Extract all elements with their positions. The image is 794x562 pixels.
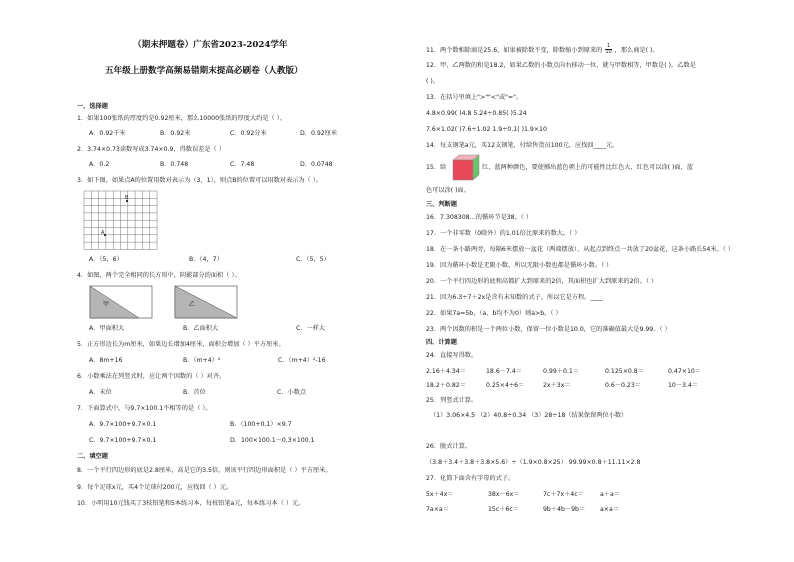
q24-r2-c2: 0.25×4÷6＝: [486, 382, 525, 389]
q1-option-a: A．0.92千米: [89, 130, 126, 137]
q7-option-c: C．9.7×100+9.7×0.1: [89, 437, 157, 444]
q13-row-1: 4.8×0.99( )4.8 5.24÷0.85( )5.24: [426, 110, 527, 117]
question-2: 2．3.74×0.73读数写成3.74×0.9，得数误差是（ ）: [77, 146, 225, 153]
q3-option-a: A．（5，6）: [89, 256, 123, 263]
section-choice: 一、选择题: [77, 103, 108, 110]
q27-r2-c2: 15c＋6c＝: [488, 506, 519, 513]
title-line-1: （期末押题卷）广东省2023-2024学年: [133, 40, 288, 50]
question-12: 12．甲、乙两数的和是18.2，如果乙数的小数点向右移动一位，就与甲数相等，甲数是( )，乙数是: [426, 62, 696, 69]
question-8: 8．一个平行四边形的底是2.8厘米，高是它的3.5倍，则该平行四边形面积是（ ）平方厘米。: [77, 467, 332, 474]
q4-option-a: A．甲面积大: [89, 325, 125, 332]
section-calc: 四、计算题: [426, 339, 457, 346]
section-fill: 二、填空题: [77, 453, 108, 460]
question-7: 7．下面算式中，与9.7×100.1不相等的是（ ）。: [77, 405, 212, 412]
question-4: 4．如图，两个完全相同的长方形中，阴影部分的面积（ ）。: [77, 272, 241, 279]
q13-row-2: 7.6×1.02( )7.6÷1.02 1.9÷0.1( )1.9×10: [426, 126, 547, 133]
q24-r2-c1: 18.2＋0.82＝: [426, 382, 466, 389]
point-a-label: A: [101, 230, 105, 236]
right-column: [400, 0, 794, 562]
q26-items: （3.8＋3.4＋3.8＋3.8×5.6）÷（1.9×0.8×25） 99.99×0.8＋11.11×2.8: [426, 459, 641, 466]
question-21: 21．因为6.3÷7＋2x是含有未知数的式子，所以它是方程。____: [426, 294, 603, 301]
question-14: 14．每支钢笔a元，买12支钢笔，付给售货员100元，应找回____元。: [426, 142, 619, 149]
q1-option-d: D．0.92厘米: [300, 130, 338, 137]
q27-r2-c3: 9b＋4b－9b＝: [543, 506, 586, 513]
question-5: 5．正方形边长为m厘米，如果边长增加4厘米，面积会增加（ ）平方厘米。: [77, 341, 285, 348]
question-13: 13．在括号里填上">""<"或"="。: [426, 94, 523, 101]
dice-cube-icon: [452, 154, 480, 182]
q27-r1-c2: 38x－6x＝: [488, 491, 520, 498]
q25-items: （1）3.06×4.5 （2）40.8÷0.34 （3）28÷18（结果保留两位小数）: [430, 412, 628, 419]
q11-numerator: 1: [606, 43, 611, 49]
q24-r1-c3: 0.99＋0.1＝: [543, 368, 579, 375]
q4-option-c: C．一样大: [296, 325, 326, 332]
question-15-start: 15．给: [426, 164, 447, 171]
q3-option-b: B．（4，7）: [189, 256, 223, 263]
question-25: 25．列竖式计算。: [426, 397, 478, 404]
question-16: 16．7.308308…的循环节是38。（ ）: [426, 214, 533, 221]
q27-r1-c4: a＋a＝: [600, 491, 620, 498]
question-15-text: 红、蓝两种颜色，要使掷出蓝色朝上的可能性比红色大，红色可以涂( )面，蓝: [482, 164, 693, 171]
title-line-2: 五年级上册数学高频易错期末提高必刷卷（人教版）: [105, 66, 303, 76]
question-6: 6．小数乘法在列竖式时，应让两个因数的（ ）对齐。: [77, 373, 226, 380]
q11-fraction: [605, 44, 611, 56]
q5-option-b: B．（m+4）²: [183, 357, 221, 364]
q24-r2-c4: 0.6－0.23＝: [605, 382, 641, 389]
q27-r1-c3: 7c＋7x＋4c＝: [543, 491, 584, 498]
question-19: 19．因为循环小数是无限小数，所以无限小数也都是循环小数。（ ）: [426, 262, 613, 269]
q27-r2-c4: a×a＝: [600, 506, 619, 513]
question-15-cont: 色可以涂( )面。: [426, 187, 470, 194]
q2-option-c: C．7.48: [230, 161, 255, 168]
q4-option-b: B．乙面积大: [183, 325, 219, 332]
q6-option-a: A．末位: [89, 389, 112, 396]
question-20: 20．一个平行四边形的底和高都扩大到原来的2倍，其面积也扩大到原来的2倍。（ ）: [426, 278, 658, 285]
q24-r1-c2: 18.6－7.4＝: [486, 368, 522, 375]
q1-option-c: C．0.92分米: [230, 130, 267, 137]
q7-option-b: B．（100+0.1）×9.7: [230, 421, 292, 428]
label-jia: 甲: [103, 301, 110, 308]
question-18: 18．在一条小路两旁，每隔6米摆放一盆花（两端摆放），从起点到终点一共放了20盆花，这条小路长54米。（ ）: [426, 246, 734, 253]
question-23: 23．两个因数的积是一个两位小数，保留一位小数是10.0，它的准确值最大是9.99。（ ）: [426, 326, 671, 333]
question-12-cont: ( )。: [426, 78, 439, 85]
q6-option-b: B．首位: [183, 389, 206, 396]
q24-r2-c5: 10－3.4＝: [668, 382, 699, 389]
label-yi: 乙: [189, 301, 196, 308]
q7-option-d: D．100×100.1－0.3×100.1: [230, 437, 315, 444]
q24-r1-c1: 2.16＋4.34＝: [426, 368, 466, 375]
q2-option-a: A．0.2: [89, 161, 110, 168]
q3-option-c: C．（5，5）: [296, 256, 330, 263]
q5-option-c: C．（m+4）²-16: [278, 357, 326, 364]
q11-denominator: 10: [605, 49, 612, 56]
question-24: 24．直接写得数。: [426, 352, 478, 359]
question-26: 26．脱式计算。: [426, 443, 471, 450]
q11-text: 11．两个数相除商是25.6，如果被除数不变，除数缩小到原来的: [426, 46, 603, 54]
question-9: 9．每个足球x元，买4个足球付200元，应找回（ ）元。: [77, 484, 233, 491]
q24-r2-c3: 2x＋3x＝: [543, 382, 571, 389]
q11-text-end: ，那么商是( )。: [614, 46, 659, 54]
point-b-label: B: [125, 195, 129, 201]
q24-r1-c5: 0.47×10＝: [668, 368, 702, 375]
q5-option-a: A．8m+16: [89, 357, 123, 364]
question-11: [426, 44, 659, 56]
q24-r1-c4: 0.125×0.8＝: [605, 368, 644, 375]
question-1: 1．如果100张纸的厚度约是0.92厘米，那么10000张纸的厚度大约是（ ）。: [77, 115, 286, 122]
q1-option-b: B．0.92米: [160, 130, 191, 137]
question-10: 10．小明用10元钱买了3枝铅笔和5本练习本，每枝铅笔a元，每本练习本（ ）元。: [77, 500, 305, 507]
rectangles-figure: [89, 285, 239, 319]
q2-option-b: B．0.748: [160, 161, 189, 168]
question-22: 22．如果7a=5b，（a、b均不为0）则a>b。（ ）: [426, 310, 562, 317]
q27-r1-c1: 5x＋4x＝: [426, 491, 454, 498]
q7-option-a: A．9.7×100+9.7×0.1: [89, 421, 157, 428]
question-3: 3．如下图，如果点A的位置用数对表示为（3，1），则点B的位置可以用数对表示为（ ）。: [77, 177, 322, 184]
coordinate-grid-figure: [83, 190, 159, 252]
question-17: 17．一个非零数（0除外）的1.01倍比原来的数大。（ ）: [426, 230, 581, 237]
question-27: 27．化简下面含有字母的式子。: [426, 475, 515, 482]
section-judge: 三、判断题: [426, 201, 457, 208]
q2-option-d: D．0.0748: [300, 161, 333, 168]
q6-option-c: C．小数点: [277, 389, 307, 396]
q27-r2-c1: 7a×a＝: [426, 506, 449, 513]
